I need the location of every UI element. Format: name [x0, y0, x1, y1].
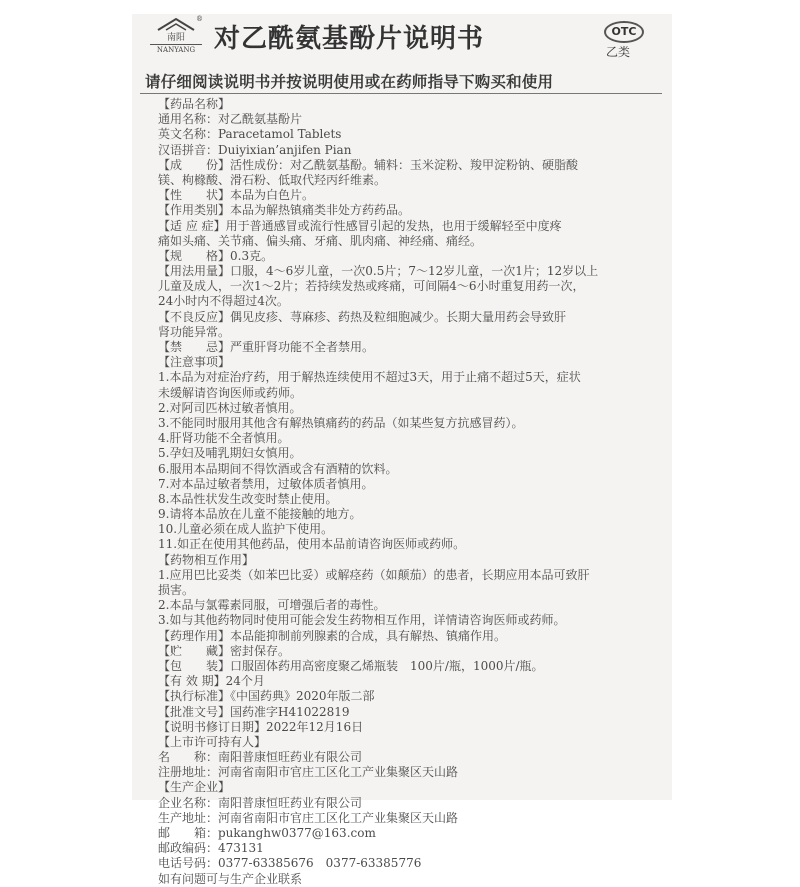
leaflet-line: 【适 应 症】用于普通感冒或流行性感冒引起的发热，也用于缓解轻至中度疼: [158, 218, 562, 233]
leaflet-line: 儿童及成人，一次1～2片；若持续发热或疼痛，可间隔4～6小时重复用药一次，: [158, 279, 585, 294]
leaflet-line: 1.应用巴比妥类（如苯巴比妥）或解痉药（如颠茄）的患者，长期应用本品可致肝: [158, 567, 590, 582]
leaflet-line: 7.对本品过敏者禁用，过敏体质者慎用。: [158, 476, 374, 491]
leaflet-line: 【药品名称】: [158, 97, 231, 111]
leaflet-line: 【性 状】本品为白色片。: [158, 188, 315, 203]
leaflet-line: 通用名称：对乙酰氨基酚片: [158, 112, 303, 127]
leaflet-line: 【药理作用】本品能抑制前列腺素的合成，具有解热、镇痛作用。: [158, 628, 507, 643]
leaflet-line: 6.服用本品期间不得饮酒或含有酒精的饮料。: [158, 461, 398, 476]
leaflet-body: [158, 97, 658, 887]
company-logo: [150, 17, 202, 59]
leaflet-line: 注册地址：河南省南阳市官庄工区化工产业集聚区天山路: [158, 765, 459, 780]
header-divider: [140, 93, 662, 94]
leaflet-line: 【用法用量】口服，4～6岁儿童，一次0.5片；7～12岁儿童，一次1片；12岁以上: [158, 264, 599, 279]
logo-roof-icon: [156, 17, 196, 31]
leaflet-line: 【上市许可持有人】: [158, 734, 267, 749]
leaflet-line: 生产地址：河南省南阳市官庄工区化工产业集聚区天山路: [158, 810, 459, 825]
leaflet-line: 9.请将本品放在儿童不能接触的地方。: [158, 507, 362, 522]
leaflet-line: 【批准文号】国药准字H41022819: [158, 704, 350, 719]
registered-mark: ®: [196, 15, 203, 23]
leaflet-line: 2.对阿司匹林过敏者慎用。: [158, 400, 302, 415]
leaflet-line: 8.本品性状发生改变时禁止使用。: [158, 491, 338, 506]
leaflet-line: 【不良反应】偶见皮疹、荨麻疹、药热及粒细胞减少。长期大量用药会导致肝: [158, 309, 567, 324]
leaflet-line: 名 称：南阳普康恒旺药业有限公司: [158, 750, 363, 765]
leaflet-line: 英文名称：Paracetamol Tablets: [158, 127, 342, 142]
leaflet-line: 痛如头痛、关节痛、偏头痛、牙痛、肌肉痛、神经痛、痛经。: [158, 233, 483, 248]
leaflet-line: 【包 装】口服固体药用高密度聚乙烯瓶装 100片/瓶，1000片/瓶。: [158, 658, 544, 673]
otc-class-label: 乙类: [606, 45, 631, 59]
leaflet-line: 2.本品与氯霉素同服，可增强后者的毒性。: [158, 598, 386, 613]
leaflet-line: 【规 格】0.3克。: [158, 248, 274, 263]
leaflet-line: 如有问题可与生产企业联系: [158, 871, 303, 886]
leaflet-line: 损害。: [158, 583, 195, 597]
leaflet-line: 4.肝肾功能不全者慎用。: [158, 431, 290, 446]
leaflet-line: 镁、枸橼酸、滑石粉、低取代羟丙纤维素。: [158, 172, 387, 187]
logo-cn-text: 南阳: [166, 33, 185, 43]
otc-badge: OTC: [604, 21, 644, 43]
leaflet-line: 10.儿童必须在成人监护下使用。: [158, 522, 334, 537]
leaflet-line: 企业名称：南阳普康恒旺药业有限公司: [158, 795, 363, 810]
leaflet-line: 【执行标准】《中国药典》2020年版二部: [158, 689, 375, 704]
leaflet-line: 【作用类别】本品为解热镇痛类非处方药药品。: [158, 203, 411, 218]
leaflet-line: 【说明书修订日期】2022年12月16日: [158, 719, 364, 734]
leaflet-line: 邮 箱：pukanghw0377@163.com: [158, 826, 376, 840]
leaflet-line: 【药物相互作用】: [158, 552, 255, 567]
leaflet-line: 24小时内不得超过4次。: [158, 294, 289, 309]
leaflet-line: 【注意事项】: [158, 355, 231, 370]
leaflet-line: 汉语拼音：Duiyixian’anjifen Pian: [158, 142, 352, 157]
leaflet-line: 【禁 忌】严重肝肾功能不全者禁用。: [158, 340, 375, 354]
leaflet-line: 3.如与其他药物同时使用可能会发生药物相互作用，详情请咨询医师或药师。: [158, 613, 566, 628]
usage-warning: 请仔细阅读说明书并按说明使用或在药师指导下购买和使用: [145, 73, 554, 91]
leaflet-line: 1.本品为对症治疗药，用于解热连续使用不超过3天，用于止痛不超过5天，症状: [158, 370, 581, 385]
leaflet-line: 【成 份】活性成份：对乙酰氨基酚。辅料：玉米淀粉、羧甲淀粉钠、硬脂酸: [158, 157, 579, 172]
leaflet-line: 未缓解请咨询医师或药师。: [158, 385, 303, 400]
leaflet-line: 11.如正在使用其他药品，使用本品前请咨询医师或药师。: [158, 537, 466, 552]
leaflet-line: 电话号码：0377-63385676 0377-63385776: [158, 856, 422, 871]
leaflet-line: 邮政编码：473131: [158, 841, 264, 856]
leaflet-line: 【贮 藏】密封保存。: [158, 643, 291, 658]
leaflet-line: 【生产企业】: [158, 780, 231, 795]
leaflet-line: 【有 效 期】24个月: [158, 674, 265, 689]
leaflet-line: 3.不能同时服用其他含有解热镇痛药的药品（如某些复方抗感冒药）。: [158, 415, 524, 430]
logo-en-text: NANYANG: [150, 44, 202, 54]
leaflet-line: 肾功能异常。: [158, 324, 231, 339]
leaflet-line: 5.孕妇及哺乳期妇女慎用。: [158, 446, 302, 461]
document-title: 对乙酰氨基酚片说明书: [214, 24, 485, 54]
